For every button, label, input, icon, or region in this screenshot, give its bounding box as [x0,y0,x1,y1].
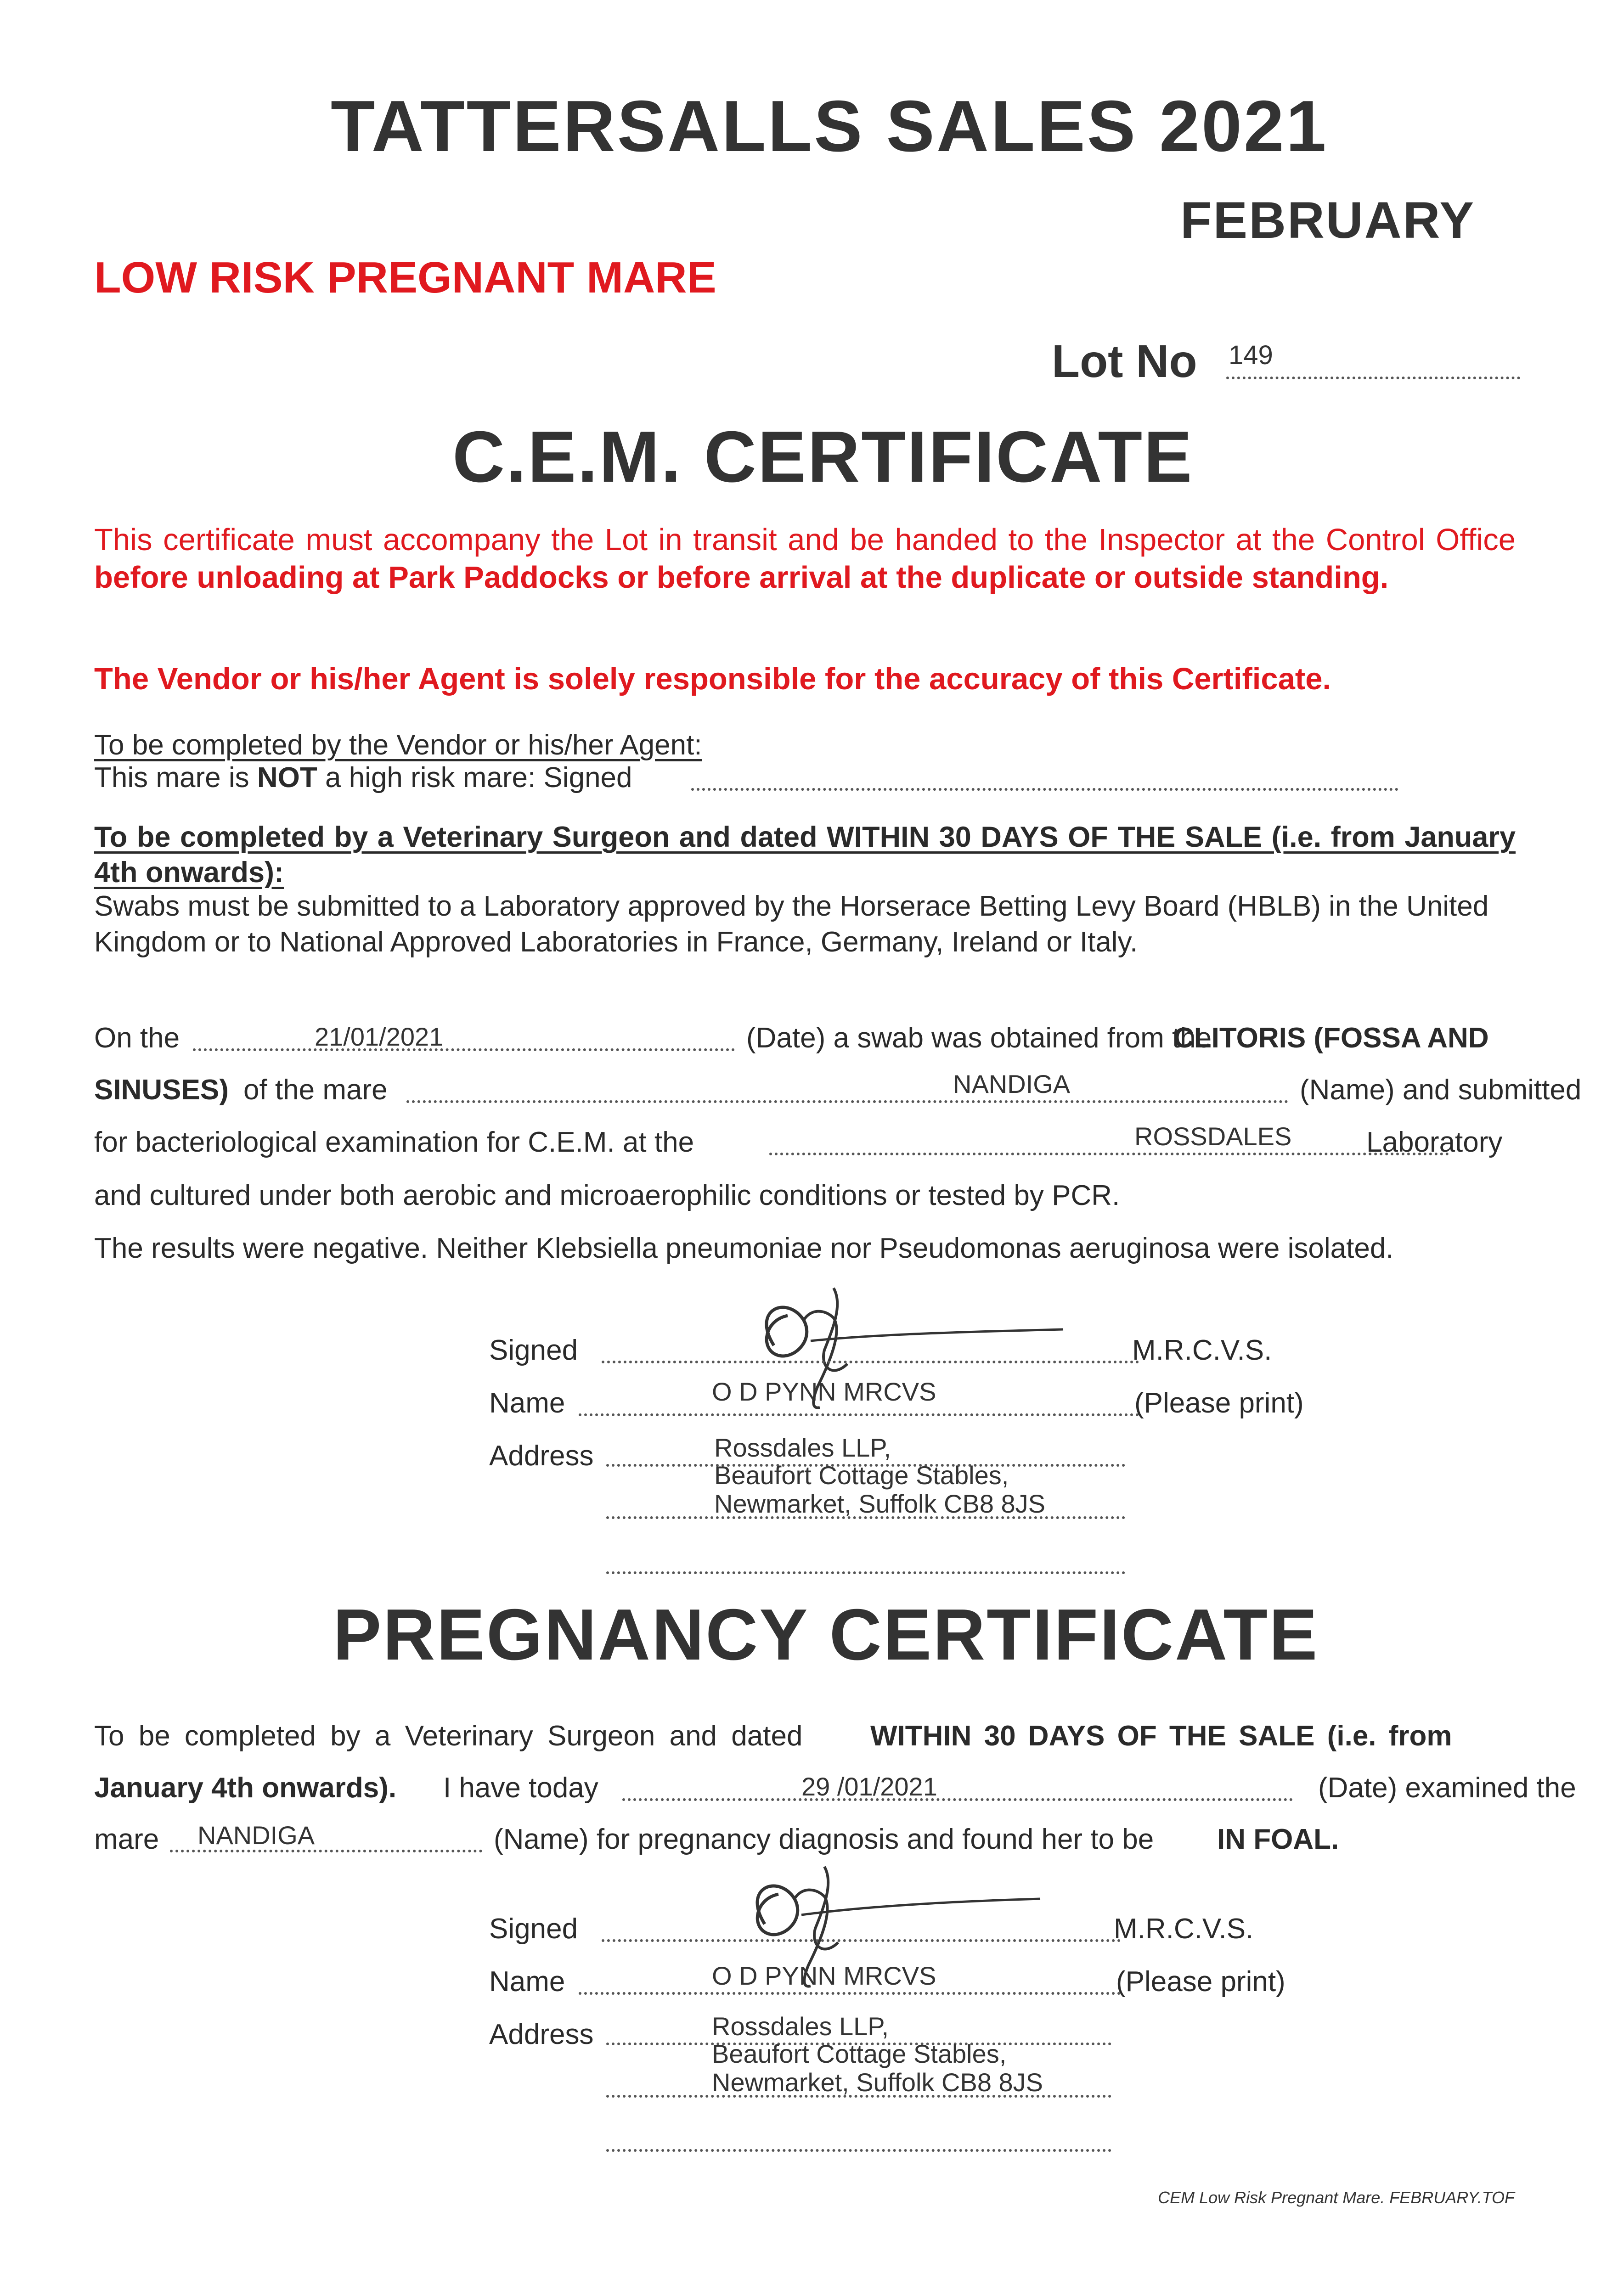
pregnancy-address-label: Address [489,2019,594,2050]
laboratory-value: ROSSDALES [1134,1122,1292,1151]
sales-title: TATTERSALLS SALES 2021 [331,86,1328,167]
vendor-section-heading: To be completed by the Vendor or his/her Agent: [94,729,702,761]
transit-notice-text: This certificate must accompany the Lot in transit and be handed to the Inspector at the Control Office [94,523,1516,557]
cem-name-value: O D PYNN MRCVS [712,1377,936,1406]
cem-name-label: Name [489,1387,565,1419]
examination-date-dotted-line [622,1798,1293,1801]
cem-address-dotted-line-3 [606,1571,1125,1574]
cem-signed-dotted-line [602,1361,1139,1363]
pregnancy-mrcvs-label: M.R.C.V.S. [1114,1913,1254,1945]
pregnancy-signature-block [489,1855,1330,2149]
mare-name-line: SINUSES) of the mare NANDIGA (Name) and submitted [94,1069,1582,1106]
cem-address-label: Address [489,1440,594,1472]
pregnancy-line-1: To be completed by a Veterinary Surgeon and dated WITHIN 30 DAYS OF THE SALE (i.e. from [94,1720,1452,1752]
examination-date-value: 29 /01/2021 [801,1772,937,1801]
transit-notice-bold: before unloading at Park Paddocks or before arrival at the duplicate or outside standing. [94,560,1389,595]
pregnancy-address-dotted-line-3 [606,2149,1111,2152]
cem-signature-block [489,1277,1330,1570]
cem-please-print: (Please print) [1134,1387,1304,1419]
laboratory-line: for bacteriological examination for C.E.M. at the ROSSDALES Laboratory [94,1122,1503,1158]
vet-instructions: Swabs must be submitted to a Laboratory approved by the Horserace Betting Levy Board (HBLB) in the United Kingdom or to National Approved Laboratories in France, Germany, Ireland or Italy. [94,890,1489,958]
vendor-responsibility-notice: The Vendor or his/her Agent is solely responsible for the accuracy of this Certificate. [94,662,1331,696]
vendor-signature-line [691,788,1398,791]
pregnancy-name-label: Name [489,1966,565,1998]
lot-number-row [1052,331,1520,395]
pregnancy-certificate-title: PREGNANCY CERTIFICATE [333,1594,1319,1675]
cem-signed-label: Signed [489,1334,578,1366]
pregnancy-line-3: mare NANDIGA (Name) for pregnancy diagnosis and found her to be IN FOAL. [94,1821,1339,1855]
cem-certificate-title: C.E.M. CERTIFICATE [452,416,1194,497]
cem-address-2: Beaufort Cottage Stables, [714,1461,1009,1490]
vendor-declaration-line [94,761,1398,798]
pregnancy-please-print: (Please print) [1116,1966,1285,1998]
mare-name-dotted-line [406,1100,1288,1103]
laboratory-dotted-line [769,1153,1449,1155]
pregnancy-signed-dotted-line [602,1939,1121,1942]
pregnancy-name-value: O D PYNN MRCVS [712,1961,936,1990]
swab-date-dotted-line [193,1048,735,1051]
pregnancy-mare-name: NANDIGA [197,1821,315,1850]
cem-mrcvs-label: M.R.C.V.S. [1132,1334,1272,1366]
lot-number-dotted-line [1226,377,1520,379]
vet-section-heading: To be completed by a Veterinary Surgeon and dated WITHIN 30 DAYS OF THE SALE (i.e. from January 4th onwards): [94,821,1516,889]
lot-label: Lot No [1052,336,1197,387]
transit-notice [94,521,1516,597]
swab-date-value: 21/01/2021 [315,1022,444,1051]
file-reference-footer: CEM Low Risk Pregnant Mare. FEBRUARY.TOF [1158,2188,1515,2207]
cem-name-dotted-line [579,1413,1139,1416]
cem-address-1: Rossdales LLP, [714,1433,891,1462]
pregnancy-name-dotted-line [579,1992,1121,1995]
swab-date-line: On the 21/01/2021 (Date) a swab was obtained from the CLITORIS (FOSSA AND [94,1022,1489,1054]
results-line: The results were negative. Neither Klebsiella pneumoniae nor Pseudomonas aeruginosa were isolated. [94,1232,1394,1264]
pregnancy-address-3: Newmarket, Suffolk CB8 8JS [712,2068,1043,2097]
lot-number-value: 149 [1229,340,1273,370]
pregnancy-address-2: Beaufort Cottage Stables, [712,2039,1007,2068]
sales-month: FEBRUARY [1180,191,1476,249]
mare-name-value: NANDIGA [953,1069,1071,1098]
pregnancy-address-1: Rossdales LLP, [712,2012,889,2041]
mare-category: LOW RISK PREGNANT MARE [94,253,716,302]
vendor-line-text: This mare is NOT a high risk mare: Signed [94,762,632,793]
pregnancy-line-2: January 4th onwards). I have today 29 /01/2021 (Date) examined the [94,1772,1576,1804]
cem-address-3: Newmarket, Suffolk CB8 8JS [714,1489,1046,1518]
pregnancy-signed-label: Signed [489,1913,578,1945]
culture-conditions-line: and cultured under both aerobic and microaerophilic conditions or tested by PCR. [94,1180,1120,1211]
